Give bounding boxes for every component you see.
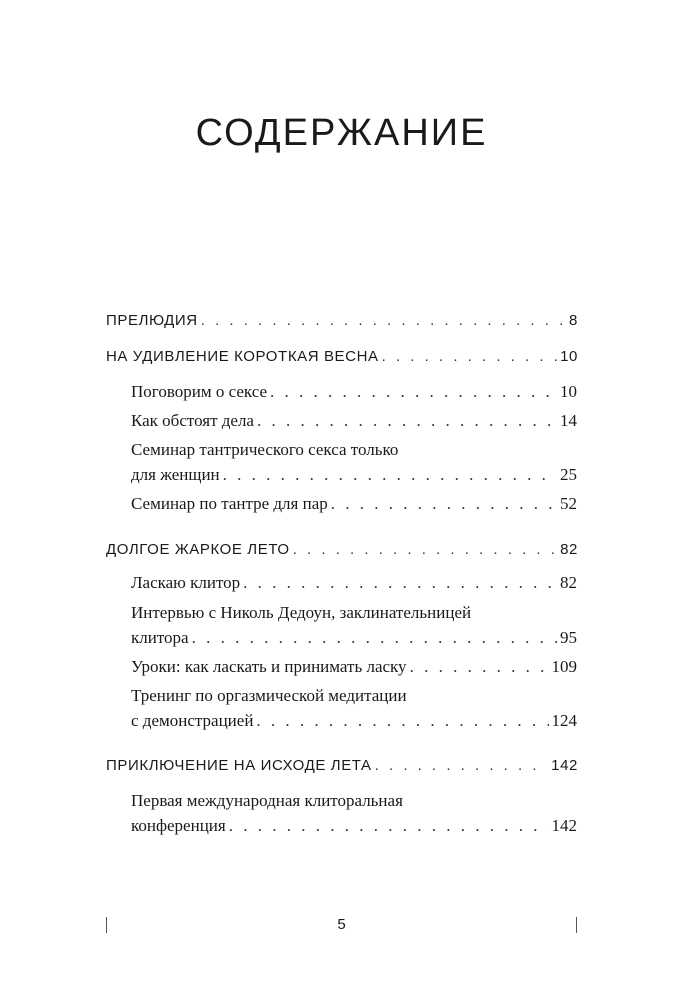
toc-chapter-entry[interactable] (131, 711, 577, 731)
toc-chapter-entry[interactable] (131, 411, 577, 431)
toc-part-label: ПРЕЛЮДИЯ (106, 312, 198, 329)
toc-page-number: 124 (551, 711, 577, 730)
toc-part-label: ДОЛГОЕ ЖАРКОЕ ЛЕТО (106, 541, 290, 558)
page-title: СОДЕРЖАНИЕ (195, 112, 488, 154)
toc-part-prelude[interactable] (106, 312, 578, 329)
toc-chapter-label: Семинар по тантре для пар (131, 494, 328, 513)
dot-leader (192, 628, 557, 648)
toc-page-number: 52 (560, 494, 577, 513)
toc-page-number: 95 (560, 628, 577, 647)
toc-page-number: 109 (551, 657, 577, 676)
toc-part-late-summer[interactable] (106, 757, 578, 774)
right-crop-mark (576, 917, 577, 933)
toc-chapter-label: Поговорим о сексе (131, 382, 268, 401)
toc-page-number: 10 (560, 382, 577, 401)
toc-chapter-entry[interactable] (131, 382, 577, 402)
dot-leader (293, 541, 557, 558)
toc-chapter-label: Ласкаю клитор (131, 573, 241, 592)
toc-part-summer[interactable] (106, 541, 578, 558)
dot-leader (201, 312, 566, 329)
toc-part-label: ПРИКЛЮЧЕНИЕ НА ИСХОДЕ ЛЕТА (106, 757, 372, 774)
dot-leader (257, 411, 557, 431)
toc-page-number: 142 (551, 816, 577, 835)
dot-leader (243, 573, 557, 593)
toc-page-number: 8 (569, 312, 578, 329)
toc-chapter-line1[interactable]: Тренинг по оргазмической медитации (131, 686, 407, 705)
dot-leader (410, 657, 549, 677)
toc-chapter-label: конференция (131, 816, 226, 835)
toc-chapter-label: с демонстрацией (131, 711, 254, 730)
toc-page-number: 82 (560, 573, 577, 592)
dot-leader (223, 465, 557, 485)
toc-part-label: НА УДИВЛЕНИЕ КОРОТКАЯ ВЕСНА (106, 348, 379, 365)
dot-leader (256, 711, 548, 731)
toc-chapter-entry[interactable] (131, 465, 577, 485)
toc-chapter-line1[interactable]: Первая международная клиторальная (131, 791, 403, 810)
page-number: 5 (337, 916, 346, 933)
toc-chapter-line1[interactable]: Семинар тантрического секса только (131, 440, 399, 459)
toc-chapter-entry[interactable] (131, 573, 577, 593)
toc-chapter-label: для женщин (131, 465, 220, 484)
toc-chapter-label: клитора (131, 628, 189, 647)
dot-leader (382, 348, 557, 365)
toc-chapter-entry[interactable] (131, 816, 577, 836)
toc-page-number: 82 (560, 541, 578, 558)
toc-page-number: 14 (560, 411, 577, 430)
toc-chapter-line1[interactable]: Интервью с Николь Дедоун, заклинательницей (131, 603, 472, 622)
dot-leader (270, 382, 557, 402)
toc-chapter-entry[interactable] (131, 494, 577, 514)
toc-chapter-label: Уроки: как ласкать и принимать ласку (131, 657, 407, 676)
dot-leader (331, 494, 557, 514)
toc-page-number: 25 (560, 465, 577, 484)
toc-chapter-entry[interactable] (131, 628, 577, 648)
dot-leader (229, 816, 549, 836)
dot-leader (375, 757, 549, 774)
toc-part-spring[interactable] (106, 348, 578, 365)
toc-page-number: 10 (560, 348, 578, 365)
toc-chapter-label: Как обстоят дела (131, 411, 254, 430)
toc-chapter-entry[interactable] (131, 657, 577, 677)
toc-page-number: 142 (551, 757, 578, 774)
